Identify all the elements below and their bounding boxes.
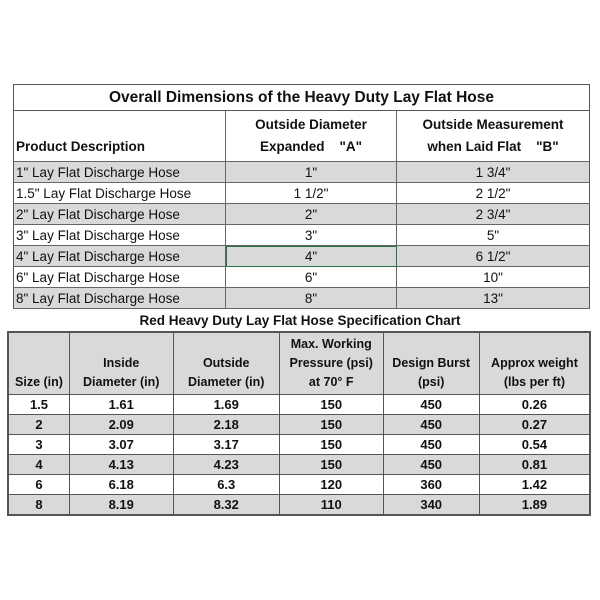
header-size bbox=[8, 332, 69, 395]
laid-flat-cell[interactable]: 13" bbox=[397, 288, 590, 309]
table-row bbox=[8, 395, 590, 415]
header-design-burst bbox=[383, 332, 479, 395]
dimensions-header-row bbox=[14, 111, 590, 162]
outside-diameter-cell[interactable]: 1.69 bbox=[173, 395, 279, 415]
table-row bbox=[14, 246, 590, 267]
max-working-pressure-cell[interactable]: 150 bbox=[279, 395, 383, 415]
design-burst-cell[interactable]: 450 bbox=[383, 415, 479, 435]
product-description-cell[interactable]: 2" Lay Flat Discharge Hose bbox=[14, 204, 226, 225]
approx-weight-cell[interactable]: 0.27 bbox=[479, 415, 590, 435]
outside-diameter-cell[interactable]: 4" bbox=[226, 246, 397, 267]
size-cell[interactable]: 1.5 bbox=[8, 395, 69, 415]
outside-diameter-cell[interactable]: 2.18 bbox=[173, 415, 279, 435]
product-description-cell[interactable]: 1" Lay Flat Discharge Hose bbox=[14, 162, 226, 183]
header-line: Pressure (psi) bbox=[289, 356, 373, 370]
table-row bbox=[8, 415, 590, 435]
header-line: Diameter (in) bbox=[83, 375, 160, 389]
outside-diameter-cell[interactable]: 3.17 bbox=[173, 435, 279, 455]
outside-diameter-cell[interactable]: 6" bbox=[226, 267, 397, 288]
size-cell[interactable]: 4 bbox=[8, 455, 69, 475]
dimensions-table bbox=[13, 84, 590, 309]
header-product-description bbox=[14, 111, 226, 162]
laid-flat-cell[interactable]: 5" bbox=[397, 225, 590, 246]
product-description-cell[interactable]: 6" Lay Flat Discharge Hose bbox=[14, 267, 226, 288]
outside-diameter-cell[interactable]: 1" bbox=[226, 162, 397, 183]
inside-diameter-cell[interactable]: 4.13 bbox=[69, 455, 173, 475]
dimensions-title-row bbox=[14, 85, 590, 111]
product-description-cell[interactable]: 4" Lay Flat Discharge Hose bbox=[14, 246, 226, 267]
table-row bbox=[14, 204, 590, 225]
table-row bbox=[14, 225, 590, 246]
header-inside-diameter bbox=[69, 332, 173, 395]
outside-diameter-cell[interactable]: 6.3 bbox=[173, 475, 279, 495]
max-working-pressure-cell[interactable]: 150 bbox=[279, 435, 383, 455]
spec-table-title: Red Heavy Duty Lay Flat Hose Specification Chart bbox=[139, 313, 461, 328]
table-row bbox=[14, 267, 590, 288]
max-working-pressure-cell[interactable]: 150 bbox=[279, 415, 383, 435]
inside-diameter-cell[interactable]: 8.19 bbox=[69, 495, 173, 516]
outside-diameter-cell[interactable]: 2" bbox=[226, 204, 397, 225]
header-line: Design Burst bbox=[392, 356, 471, 370]
spec-header-row bbox=[8, 332, 590, 395]
approx-weight-cell[interactable]: 1.42 bbox=[479, 475, 590, 495]
size-cell[interactable]: 6 bbox=[8, 475, 69, 495]
size-cell[interactable]: 2 bbox=[8, 415, 69, 435]
inside-diameter-cell[interactable]: 2.09 bbox=[69, 415, 173, 435]
header-outside-measurement-flat bbox=[397, 111, 590, 162]
outside-diameter-cell[interactable]: 1 1/2" bbox=[226, 183, 397, 204]
table-row bbox=[8, 495, 590, 516]
header-line: at 70° F bbox=[308, 375, 354, 389]
header-line: Outside bbox=[202, 356, 250, 370]
design-burst-cell[interactable]: 450 bbox=[383, 435, 479, 455]
outside-diameter-cell[interactable]: 3" bbox=[226, 225, 397, 246]
laid-flat-cell[interactable]: 2 3/4" bbox=[397, 204, 590, 225]
table-row bbox=[14, 162, 590, 183]
outside-diameter-cell[interactable]: 4.23 bbox=[173, 455, 279, 475]
header-line: Expanded "A" bbox=[259, 139, 363, 154]
approx-weight-cell[interactable]: 0.26 bbox=[479, 395, 590, 415]
inside-diameter-cell[interactable]: 1.61 bbox=[69, 395, 173, 415]
approx-weight-cell[interactable]: 0.81 bbox=[479, 455, 590, 475]
header-outside-diameter-expanded bbox=[226, 111, 397, 162]
laid-flat-cell[interactable]: 6 1/2" bbox=[397, 246, 590, 267]
laid-flat-cell[interactable]: 2 1/2" bbox=[397, 183, 590, 204]
outside-diameter-cell[interactable]: 8.32 bbox=[173, 495, 279, 516]
header-line: Inside bbox=[103, 356, 140, 370]
outside-diameter-cell[interactable]: 8" bbox=[226, 288, 397, 309]
header-line: (psi) bbox=[418, 375, 445, 389]
max-working-pressure-cell[interactable]: 120 bbox=[279, 475, 383, 495]
design-burst-cell[interactable]: 450 bbox=[383, 455, 479, 475]
header-approx-weight bbox=[479, 332, 590, 395]
header-line: when Laid Flat "B" bbox=[427, 139, 559, 154]
header-line: Product Description bbox=[16, 139, 146, 154]
product-description-cell[interactable]: 3" Lay Flat Discharge Hose bbox=[14, 225, 226, 246]
approx-weight-cell[interactable]: 1.89 bbox=[479, 495, 590, 516]
header-line: Approx weight bbox=[491, 356, 578, 370]
table-row bbox=[14, 288, 590, 309]
approx-weight-cell[interactable]: 0.54 bbox=[479, 435, 590, 455]
header-line: (lbs per ft) bbox=[503, 375, 565, 389]
spec-table bbox=[7, 331, 591, 516]
header-line: Size (in) bbox=[15, 375, 63, 389]
product-description-cell[interactable]: 1.5" Lay Flat Discharge Hose bbox=[14, 183, 226, 204]
inside-diameter-cell[interactable]: 6.18 bbox=[69, 475, 173, 495]
product-description-cell[interactable]: 8" Lay Flat Discharge Hose bbox=[14, 288, 226, 309]
design-burst-cell[interactable]: 360 bbox=[383, 475, 479, 495]
laid-flat-cell[interactable]: 10" bbox=[397, 267, 590, 288]
header-outside-diameter bbox=[173, 332, 279, 395]
header-line: Outside Measurement bbox=[422, 117, 564, 132]
size-cell[interactable]: 3 bbox=[8, 435, 69, 455]
laid-flat-cell[interactable]: 1 3/4" bbox=[397, 162, 590, 183]
header-line: Max. Working bbox=[290, 337, 372, 351]
inside-diameter-cell[interactable]: 3.07 bbox=[69, 435, 173, 455]
table-row bbox=[8, 435, 590, 455]
design-burst-cell[interactable]: 450 bbox=[383, 395, 479, 415]
dimensions-table-title: Overall Dimensions of the Heavy Duty Lay Flat Hose bbox=[14, 85, 590, 111]
table-row bbox=[8, 475, 590, 495]
header-line: Diameter (in) bbox=[188, 375, 265, 389]
table-row bbox=[8, 455, 590, 475]
header-line: Outside Diameter bbox=[255, 117, 367, 132]
table-row bbox=[14, 183, 590, 204]
max-working-pressure-cell[interactable]: 110 bbox=[279, 495, 383, 516]
header-max-working-pressure bbox=[279, 332, 383, 395]
max-working-pressure-cell[interactable]: 150 bbox=[279, 455, 383, 475]
size-cell[interactable]: 8 bbox=[8, 495, 69, 516]
design-burst-cell[interactable]: 340 bbox=[383, 495, 479, 516]
